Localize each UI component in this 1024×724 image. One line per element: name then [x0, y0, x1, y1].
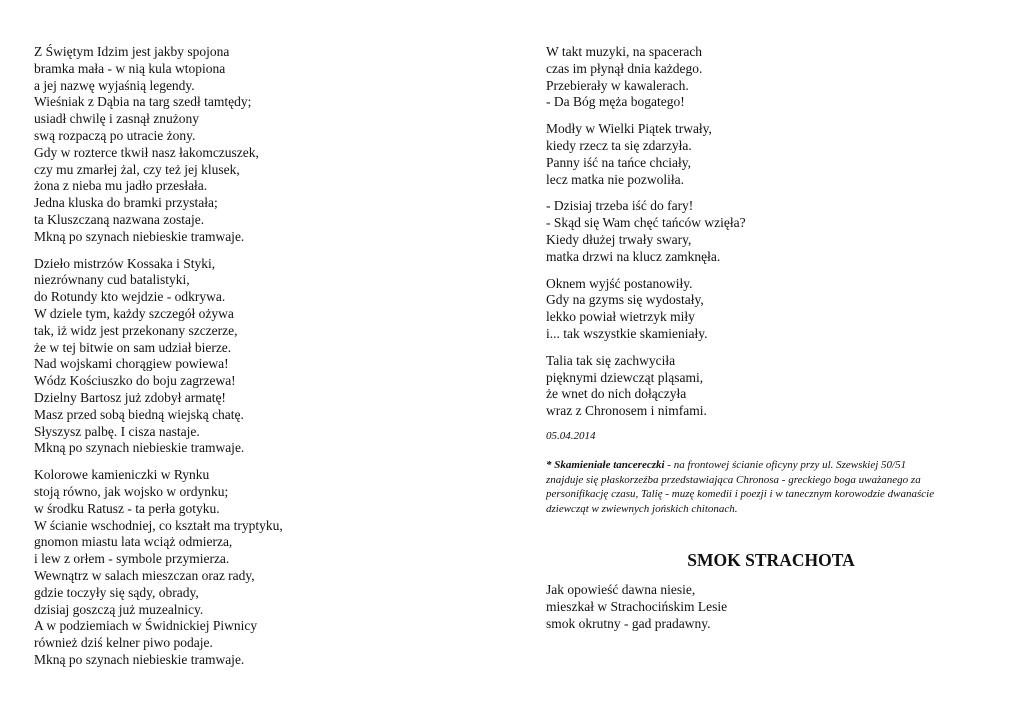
poem-line: ta Kluszczaną nazwana zostaje.: [34, 211, 205, 227]
poem-line: mieszkał w Strachocińskim Lesie: [546, 599, 728, 615]
poem-line: że w tej bitwie on sam udział bierze.: [34, 339, 232, 355]
poem-line: Przebierały w kawalerach.: [546, 77, 689, 93]
poem-line: i lew z orłem - symbole przymierza.: [34, 551, 230, 567]
poem-line: lekko powiał wietrzyk miły: [546, 309, 695, 325]
poem-line: również dziś kelner piwo podaje.: [34, 635, 213, 651]
poem-line: dzisiaj goszczą już muzealnicy.: [34, 601, 204, 617]
poem-line: smok okrutny - gad pradawny.: [546, 615, 711, 631]
poem-title: SMOK STRACHOTA: [687, 550, 855, 571]
poem-line: pięknymi dziewcząt pląsami,: [546, 369, 704, 385]
poem-line: Wieśniak z Dąbia na targ szedł tamtędy;: [34, 94, 252, 110]
footnote-line: [546, 458, 986, 473]
stanza: [546, 276, 986, 343]
poem-line: niezrównany cud batalistyki,: [34, 272, 190, 288]
poem-line: Gdy w rozterce tkwił nasz łakomczuszek,: [34, 144, 259, 160]
poem-date: 05.04.2014: [546, 429, 596, 442]
left-column: [34, 44, 494, 679]
footnote-line: znajduje się płaskorzeźba przedstawiająca Chronosa - greckiego boga uważanego za: [546, 473, 921, 486]
poem-line: Wódz Kościuszko do boju zagrzewa!: [34, 373, 236, 389]
stanza: [34, 44, 494, 246]
poem-line: Oknem wyjść postanowiły.: [546, 275, 693, 291]
poem-line: i... tak wszystkie skamieniały.: [546, 325, 708, 341]
poem-line: tak, iż widz jest przekonany szczerze,: [34, 322, 238, 338]
poem-line: wraz z Chronosem i nimfami.: [546, 403, 707, 419]
poem-line: czy mu zmarłej żal, czy też jej klusek,: [34, 161, 240, 177]
stanza: [34, 256, 494, 458]
poem-line: Dzieło mistrzów Kossaka i Styki,: [34, 255, 216, 271]
footnote-term: * Skamieniałe tancereczki: [546, 458, 665, 471]
footnote-line: dziewcząt w zwiewnych jońskich chitonach.: [546, 502, 738, 515]
poem-line: W dziele tym, każdy szczegół ożywa: [34, 305, 234, 321]
footnote: [546, 458, 986, 516]
poem-line: swą rozpaczą po utracie żony.: [34, 127, 196, 143]
poem-line: stoją równo, jak wojsko w ordynku;: [34, 483, 229, 499]
poem-line: Jedna kluska do bramki przystała;: [34, 195, 218, 211]
stanza: [546, 582, 986, 632]
poem-line: żona z nieba mu jadło przesłała.: [34, 178, 208, 194]
poem-line: że wnet do nich dołączyła: [546, 386, 687, 402]
poem-line: do Rotundy kto wejdzie - odkrywa.: [34, 289, 226, 305]
stanza: [546, 198, 986, 265]
poem-line: Mkną po szynach niebieskie tramwaje.: [34, 651, 245, 667]
poem-line: Dzielny Bartosz już zdobył armatę!: [34, 389, 226, 405]
poem-line: Mkną po szynach niebieskie tramwaje.: [34, 440, 245, 456]
poem-line: W takt muzyki, na spacerach: [546, 44, 703, 59]
poem-line: Słyszysz palbę. I cisza nastaje.: [34, 423, 200, 439]
poem-line: bramka mała - w nią kula wtopiona: [34, 60, 226, 76]
poem-line: Masz przed sobą biedną wiejską chatę.: [34, 406, 244, 422]
stanza: [546, 353, 986, 420]
poem-line: usiadł chwilę i zasnął znużony: [34, 111, 199, 127]
poem-line: Nad wojskami chorągiew powiewa!: [34, 356, 229, 372]
poem-line: Panny iść na tańce chciały,: [546, 154, 691, 170]
footnote-text: - na frontowej ścianie oficyny przy ul. Szewskiej 50/51: [664, 458, 907, 471]
poem-line: - Da Bóg męża bogatego!: [546, 94, 685, 110]
poem-line: - Dzisiaj trzeba iść do fary!: [546, 198, 694, 214]
poem-line: kiedy rzecz ta się zdarzyła.: [546, 137, 692, 153]
poem-line: w środku Ratusz - ta perła gotyku.: [34, 500, 220, 516]
poem-line: Mkną po szynach niebieskie tramwaje.: [34, 228, 245, 244]
poem-line: W ścianie wschodniej, co kształt ma tryptyku,: [34, 517, 283, 533]
poem-line: lecz matka nie pozwoliła.: [546, 171, 684, 187]
stanza: [546, 121, 986, 188]
poem-line: Kolorowe kamieniczki w Rynku: [34, 467, 210, 483]
poem-line: Wewnątrz w salach mieszczan oraz rady,: [34, 567, 255, 583]
poem-line: A w podziemiach w Świdnickiej Piwnicy: [34, 618, 258, 634]
poem-line: czas im płynął dnia każdego.: [546, 60, 703, 76]
poem-line: Kiedy dłużej trwały swary,: [546, 231, 692, 247]
stanza: [546, 44, 986, 111]
poem-line: gnomon miastu lata wciąż odmierza,: [34, 534, 233, 550]
stanza: [34, 467, 494, 669]
footnote-line: personifikację czasu, Talię - muzę komedii i poezji i w tanecznym korowodzie dwanaście: [546, 488, 935, 501]
right-column: [546, 44, 986, 643]
poem-line: Gdy na gzyms się wydostały,: [546, 292, 704, 308]
poem-line: Jak opowieść dawna niesie,: [546, 582, 696, 598]
poem-line: matka drzwi na klucz zamknęła.: [546, 248, 721, 264]
poem-line: Modły w Wielki Piątek trwały,: [546, 121, 712, 137]
poem-line: Talia tak się zachwyciła: [546, 352, 676, 368]
poem-line: - Skąd się Wam chęć tańców wzięła?: [546, 215, 746, 231]
poem-line: gdzie toczyły się sądy, obrady,: [34, 584, 199, 600]
poem-line: a jej nazwę wyjaśnią legendy.: [34, 77, 195, 93]
poem-line: Z Świętym Idzim jest jakby spojona: [34, 44, 230, 59]
